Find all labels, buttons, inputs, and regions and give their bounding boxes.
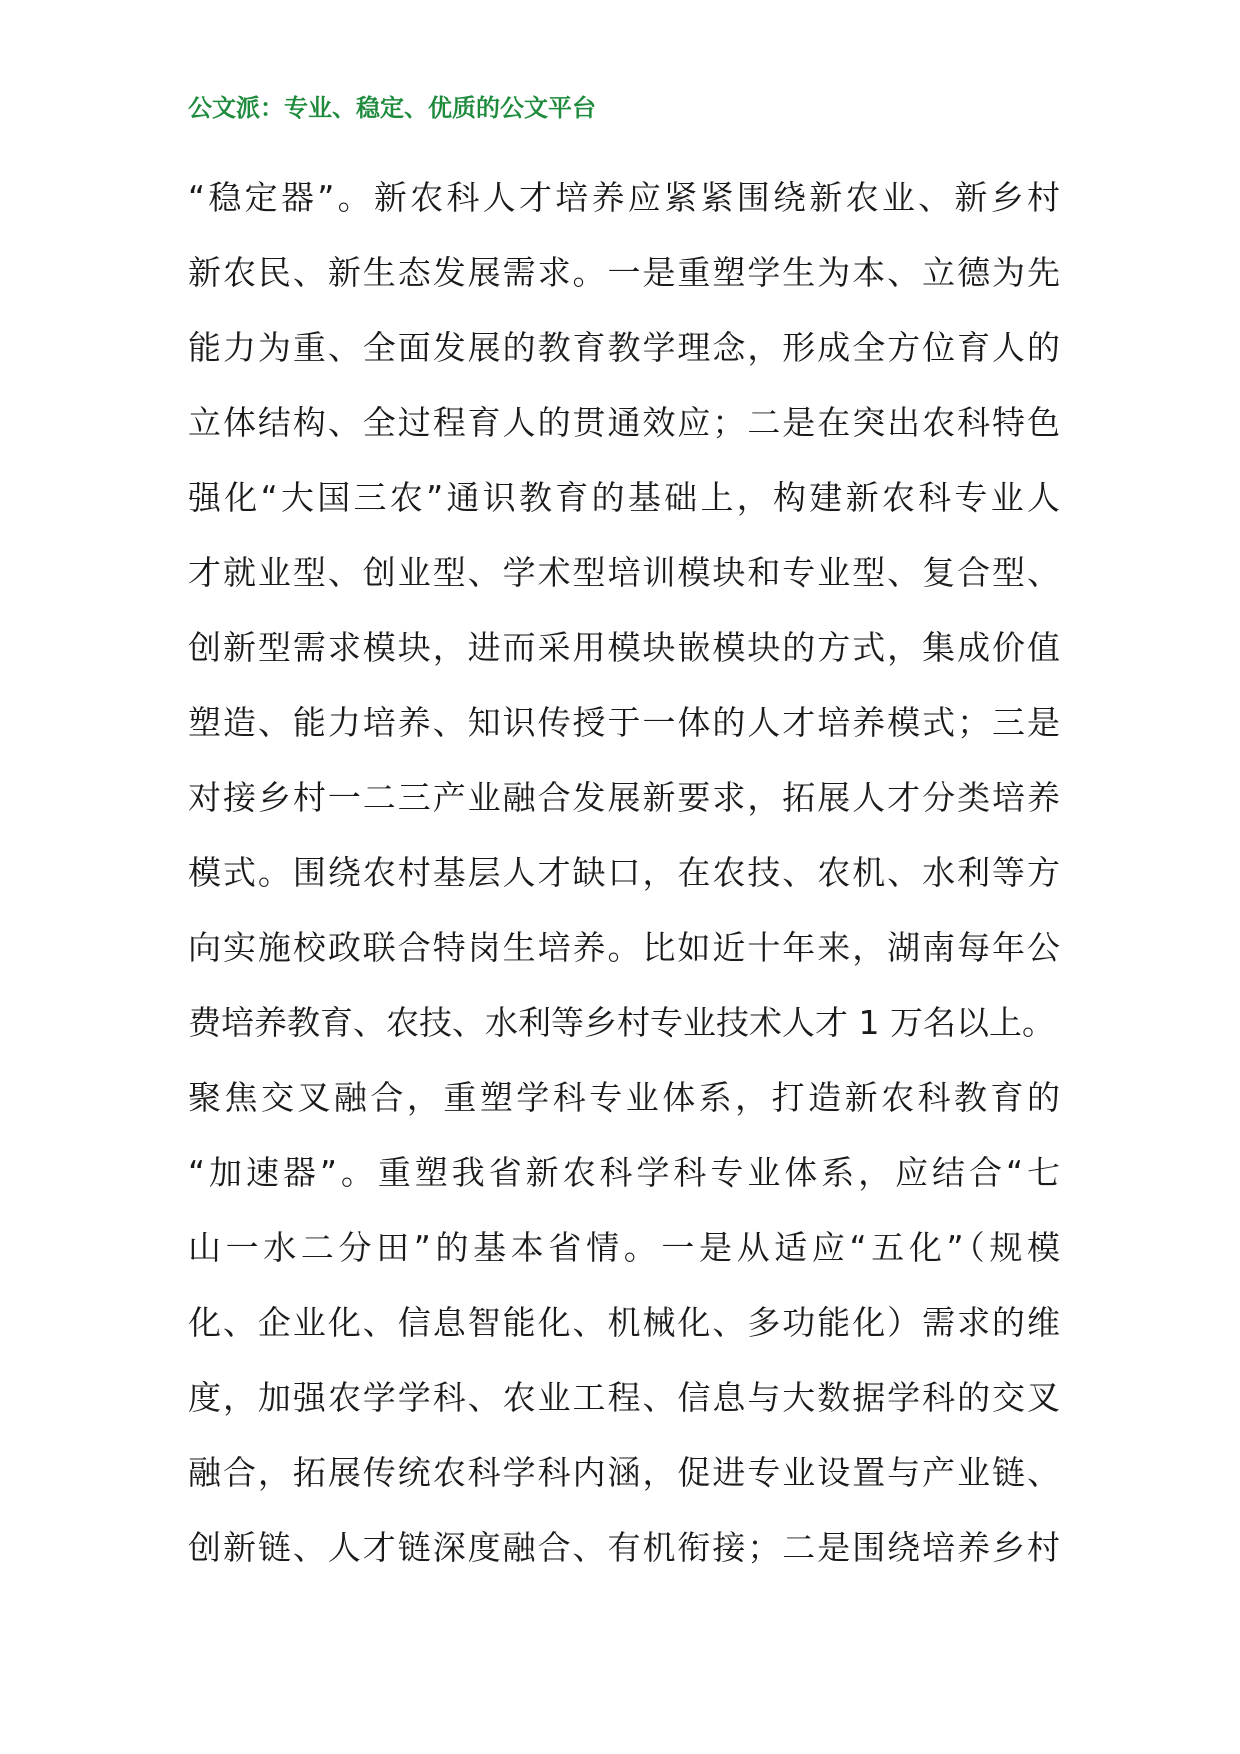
text-line: 融合，拓展传统农科学科内涵，促进专业设置与产业链、 xyxy=(188,1453,1060,1492)
text-line: 山一水二分田”的基本省情。一是从适应“五化”（规模 xyxy=(188,1228,1060,1267)
site-header: 公文派：专业、稳定、优质的公文平台 xyxy=(188,94,596,122)
document-body xyxy=(188,166,1060,1591)
paragraph-2 xyxy=(188,1066,1060,1591)
text-line: 向实施校政联合特岗生培养。比如近十年来，湖南每年公 xyxy=(188,928,1060,967)
text-line: 才就业型、创业型、学术型培训模块和专业型、复合型、 xyxy=(188,553,1060,592)
text-line: “加速器”。重塑我省新农科学科专业体系，应结合“七 xyxy=(188,1153,1060,1192)
text-line: 立体结构、全过程育人的贯通效应；二是在突出农科特色 xyxy=(188,403,1060,442)
text-line: 化、企业化、信息智能化、机械化、多功能化）需求的维 xyxy=(188,1303,1060,1342)
text-line: 创新链、人才链深度融合、有机衔接；二是围绕培养乡村 xyxy=(188,1528,1060,1567)
text-line: 度，加强农学学科、农业工程、信息与大数据学科的交叉 xyxy=(188,1378,1060,1417)
text-line: 能力为重、全面发展的教育教学理念，形成全方位育人的 xyxy=(188,328,1060,367)
text-line: 强化“大国三农”通识教育的基础上，构建新农科专业人 xyxy=(188,478,1060,517)
text-line: “稳定器”。新农科人才培养应紧紧围绕新农业、新乡村 xyxy=(188,178,1060,217)
text-line: 塑造、能力培养、知识传授于一体的人才培养模式；三是 xyxy=(188,703,1060,742)
paragraph-1 xyxy=(188,166,1060,1066)
text-line: 对接乡村一二三产业融合发展新要求，拓展人才分类培养 xyxy=(188,778,1060,817)
text-line: 费培养教育、农技、水利等乡村专业技术人才 1 万名以上。 xyxy=(188,1003,1055,1042)
text-line: 模式。围绕农村基层人才缺口，在农技、农机、水利等方 xyxy=(188,853,1060,892)
text-line: 新农民、新生态发展需求。一是重塑学生为本、立德为先 xyxy=(188,253,1060,292)
text-line: 创新型需求模块，进而采用模块嵌模块的方式，集成价值 xyxy=(188,628,1060,667)
text-line: 聚焦交叉融合，重塑学科专业体系，打造新农科教育的 xyxy=(188,1078,1060,1117)
